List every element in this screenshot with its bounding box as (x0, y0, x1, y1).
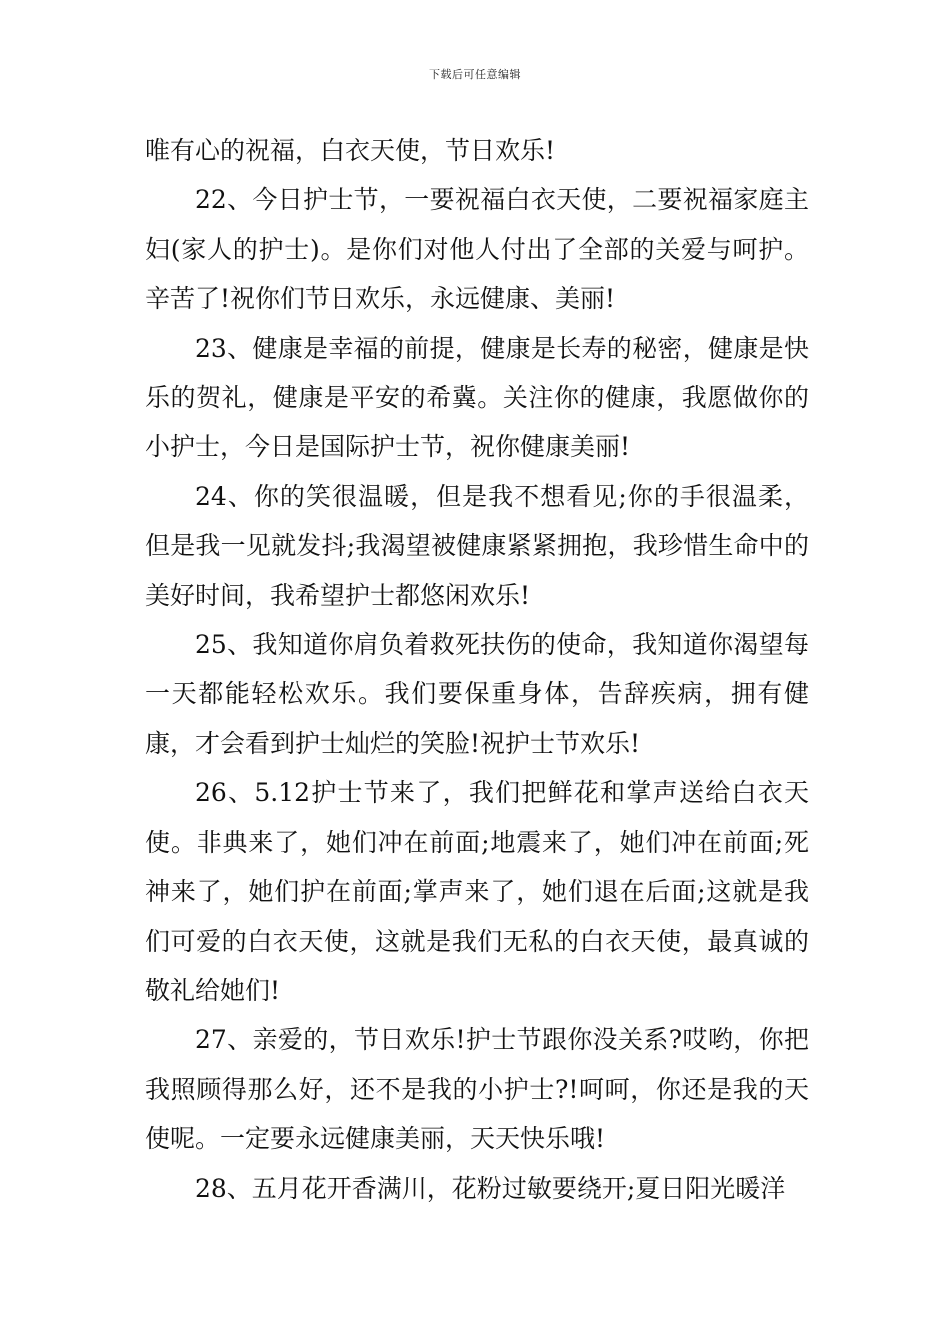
paragraph-24: 24、你的笑很温暖，但是我不想看见;你的手很温柔，但是我一见就发抖;我渴望被健康紧紧拥抱，我珍惜生命中的美好时间，我希望护士都悠闲欢乐! (145, 481, 809, 610)
paragraph-22: 22、今日护士节，一要祝福白衣天使，二要祝福家庭主妇(家人的护士)。是你们对他人付出了全部的关爱与呵护。辛苦了!祝你们节日欢乐，永远健康、美丽! (145, 185, 809, 314)
page-header-note: 下载后可任意编辑 (429, 68, 521, 81)
paragraph-continuation: 唯有心的祝福，白衣天使，节日欢乐! (145, 136, 556, 165)
paragraph-25: 25、我知道你肩负着救死扶伤的使命，我知道你渴望每一天都能轻松欢乐。我们要保重身体，告辞疾病，拥有健康，才会看到护士灿烂的笑脸!祝护士节欢乐! (145, 630, 809, 758)
paragraph-23: 23、健康是幸福的前提，健康是长寿的秘密，健康是快乐的贺礼，健康是平安的希冀。关注你的健康，我愿做你的小护士，今日是国际护士节，祝你健康美丽! (145, 333, 809, 462)
paragraph-26: 26、5.12护士节来了，我们把鲜花和掌声送给白衣天使。非典来了，她们冲在前面;地震来了，她们冲在前面;死神来了，她们护在前面;掌声来了，她们退在后面;这就是我们可爱的白衣天使，这就是我们无私的白衣天使，最真诚的敬礼给她们! (145, 778, 809, 1005)
document-body (145, 126, 809, 1213)
paragraph-28: 28、五月花开香满川，花粉过敏要绕开;夏日阳光暖洋 (195, 1173, 786, 1203)
paragraph-27: 27、亲爱的，节日欢乐!护士节跟你没关系?哎哟，你把我照顾得那么好，还不是我的小护士?!呵呵，你还是我的天使呢。一定要永远健康美丽，天天快乐哦! (145, 1025, 809, 1154)
